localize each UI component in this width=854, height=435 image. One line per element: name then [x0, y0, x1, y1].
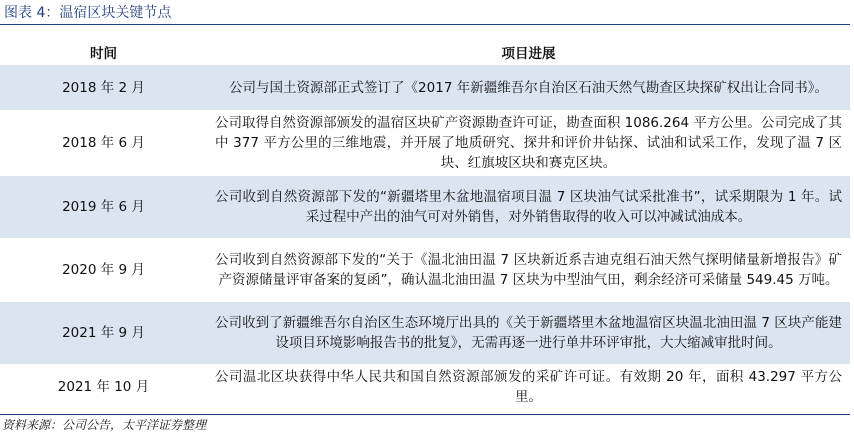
- row-time: 2018 年 6 月: [0, 111, 207, 176]
- row-progress: 公司取得自然资源部颁发的温宿区块矿产资源勘查许可证，勘查面积 1086.264 平方公里。公司完成了其中 377 平方公里的三维地震，并开展了地质研究、探井和评价井钻探、试油和试采工作，发现了温 7 区块、红旗坡区块和赛克区块。: [207, 111, 850, 176]
- row-time: 2019 年 6 月: [0, 176, 207, 239]
- row-progress: 公司收到了新疆维吾尔自治区生态环境厅出具的《关于新疆塔里木盆地温宿区块温北油田温 7 区块产能建设项目环境影响报告书的批复》，无需再逐一进行单井环评审批，大大缩减审批时间。: [207, 302, 850, 365]
- header-progress: 项目进展: [207, 40, 850, 65]
- title-divider: [0, 24, 850, 25]
- row-time: 2018 年 2 月: [0, 65, 207, 111]
- table-row: [0, 302, 850, 365]
- table-header-row: [0, 40, 850, 65]
- table-row: [0, 111, 850, 176]
- source-note: 资料来源：公司公告，太平洋证券整理: [2, 418, 207, 432]
- bottom-divider: [0, 414, 850, 415]
- row-progress: 公司与国土资源部正式签订了《2017 年新疆维吾尔自治区石油天然气勘查区块探矿权出让合同书》。: [207, 65, 850, 111]
- table-row: [0, 176, 850, 239]
- table-row: [0, 65, 850, 111]
- table-row: [0, 365, 850, 409]
- figure-title: 图表 4：温宿区块关键节点: [4, 5, 172, 21]
- header-time: 时间: [0, 40, 207, 65]
- row-progress: 公司收到自然资源部下发的“关于《温北油田温 7 区块新近系吉迪克组石油天然气探明储量新增报告》矿产资源储量评审备案的复函”，确认温北油田温 7 区块为中型油气田，剩余经济可采储量 549.45 万吨。: [207, 239, 850, 302]
- row-time: 2020 年 9 月: [0, 239, 207, 302]
- milestones-table: [0, 40, 850, 409]
- row-time: 2021 年 9 月: [0, 302, 207, 365]
- row-time: 2021 年 10 月: [0, 365, 207, 409]
- row-progress: 公司温北区块获得中华人民共和国自然资源部颁发的采矿许可证。有效期 20 年，面积 43.297 平方公里。: [207, 365, 850, 409]
- table-row: [0, 239, 850, 302]
- row-progress: 公司收到自然资源部下发的“新疆塔里木盆地温宿项目温 7 区块油气试采批准书”，试采期限为 1 年。试采过程中产出的油气可对外销售，对外销售取得的收入可以冲减试油成本。: [207, 176, 850, 239]
